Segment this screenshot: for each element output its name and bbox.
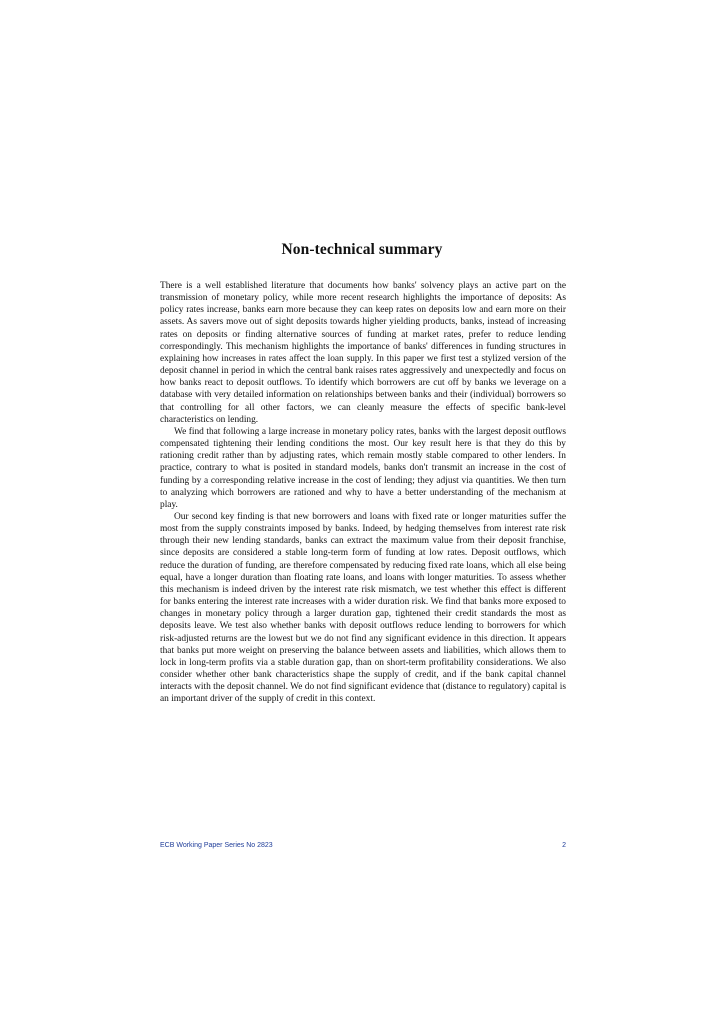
footer-page-number: 2 xyxy=(562,842,566,849)
page-title: Non-technical summary xyxy=(281,241,443,258)
paragraph-3: Our second key finding is that new borrowers and loans with fixed rate or longer maturities suffer the most from the supply constraints imposed by banks. Indeed, by hedging themselves from interest rate risk through their new lending standards, banks can extract the maximum value from their deposit franchise, since deposits are considered a stable long-term form of funding at low rates. Deposit outflows, which reduce the duration of funding, are therefore compensated by reducing fixed rate loans, which all else being equal, have a longer duration than floating rate loans, and loans with longer maturities. To assess whether this mechanism is indeed driven by the interest rate risk mismatch, we test whether this effect is different for banks entering the interest rate increases with a wider duration risk. We find that banks more exposed to changes in monetary policy through a larger duration gap, tightened their credit standards the most as deposits leave. We test also whether banks with deposit outflows reduce lending to borrowers for which risk-adjusted returns are the lowest but we do not find any significant evidence in this direction. It appears that banks put more weight on preserving the balance between assets and liabilities, which allows them to lock in long-term profits via a stable duration gap, than on short-term profitability considerations. We also consider whether other bank characteristics shape the supply of credit, and if the bank capital channel interacts with the deposit channel. We do not find significant evidence that (distance to regulatory) capital is an important driver of the supply of credit in this context. xyxy=(160,511,566,705)
paragraph-2: We find that following a large increase in monetary policy rates, banks with the largest deposit outflows compensated tightening their lending conditions the most. Our key result here is that they do this by rationing credit rather than by adjusting rates, which remain mostly stable compared to other lenders. In practice, contrary to what is posited in standard models, banks don't transmit an increase in the cost of funding by a corresponding relative increase in the cost of lending; they adjust via quantities. We then turn to analyzing which borrowers are rationed and why to have a better understanding of the mechanism at play. xyxy=(160,426,566,510)
paragraph-1: There is a well established literature that documents how banks' solvency plays an active part on the transmission of monetary policy, while more recent research highlights the importance of deposits: As policy rates increase, banks earn more because they can keep rates on deposits low and earn more on their assets. As savers move out of sight deposits towards higher yielding products, banks, instead of increasing rates on deposits or finding alternative sources of funding at market rates, prefer to reduce lending correspondingly. This mechanism highlights the importance of banks' differences in funding structures in explaining how increases in rates affect the loan supply. In this paper we first test a stylized version of the deposit channel in period in which the central bank raises rates aggressively and unexpectedly and focus on how banks react to deposit outflows. To identify which borrowers are cut off by banks we leverage on a database with very detailed information on relationships between banks and their (individual) borrowers so that controlling for all other factors, we can cleanly measure the effects of specific bank-level characteristics on lending. xyxy=(160,281,566,425)
footer-series-label: ECB Working Paper Series No 2823 xyxy=(160,842,273,849)
summary-body xyxy=(160,280,566,705)
